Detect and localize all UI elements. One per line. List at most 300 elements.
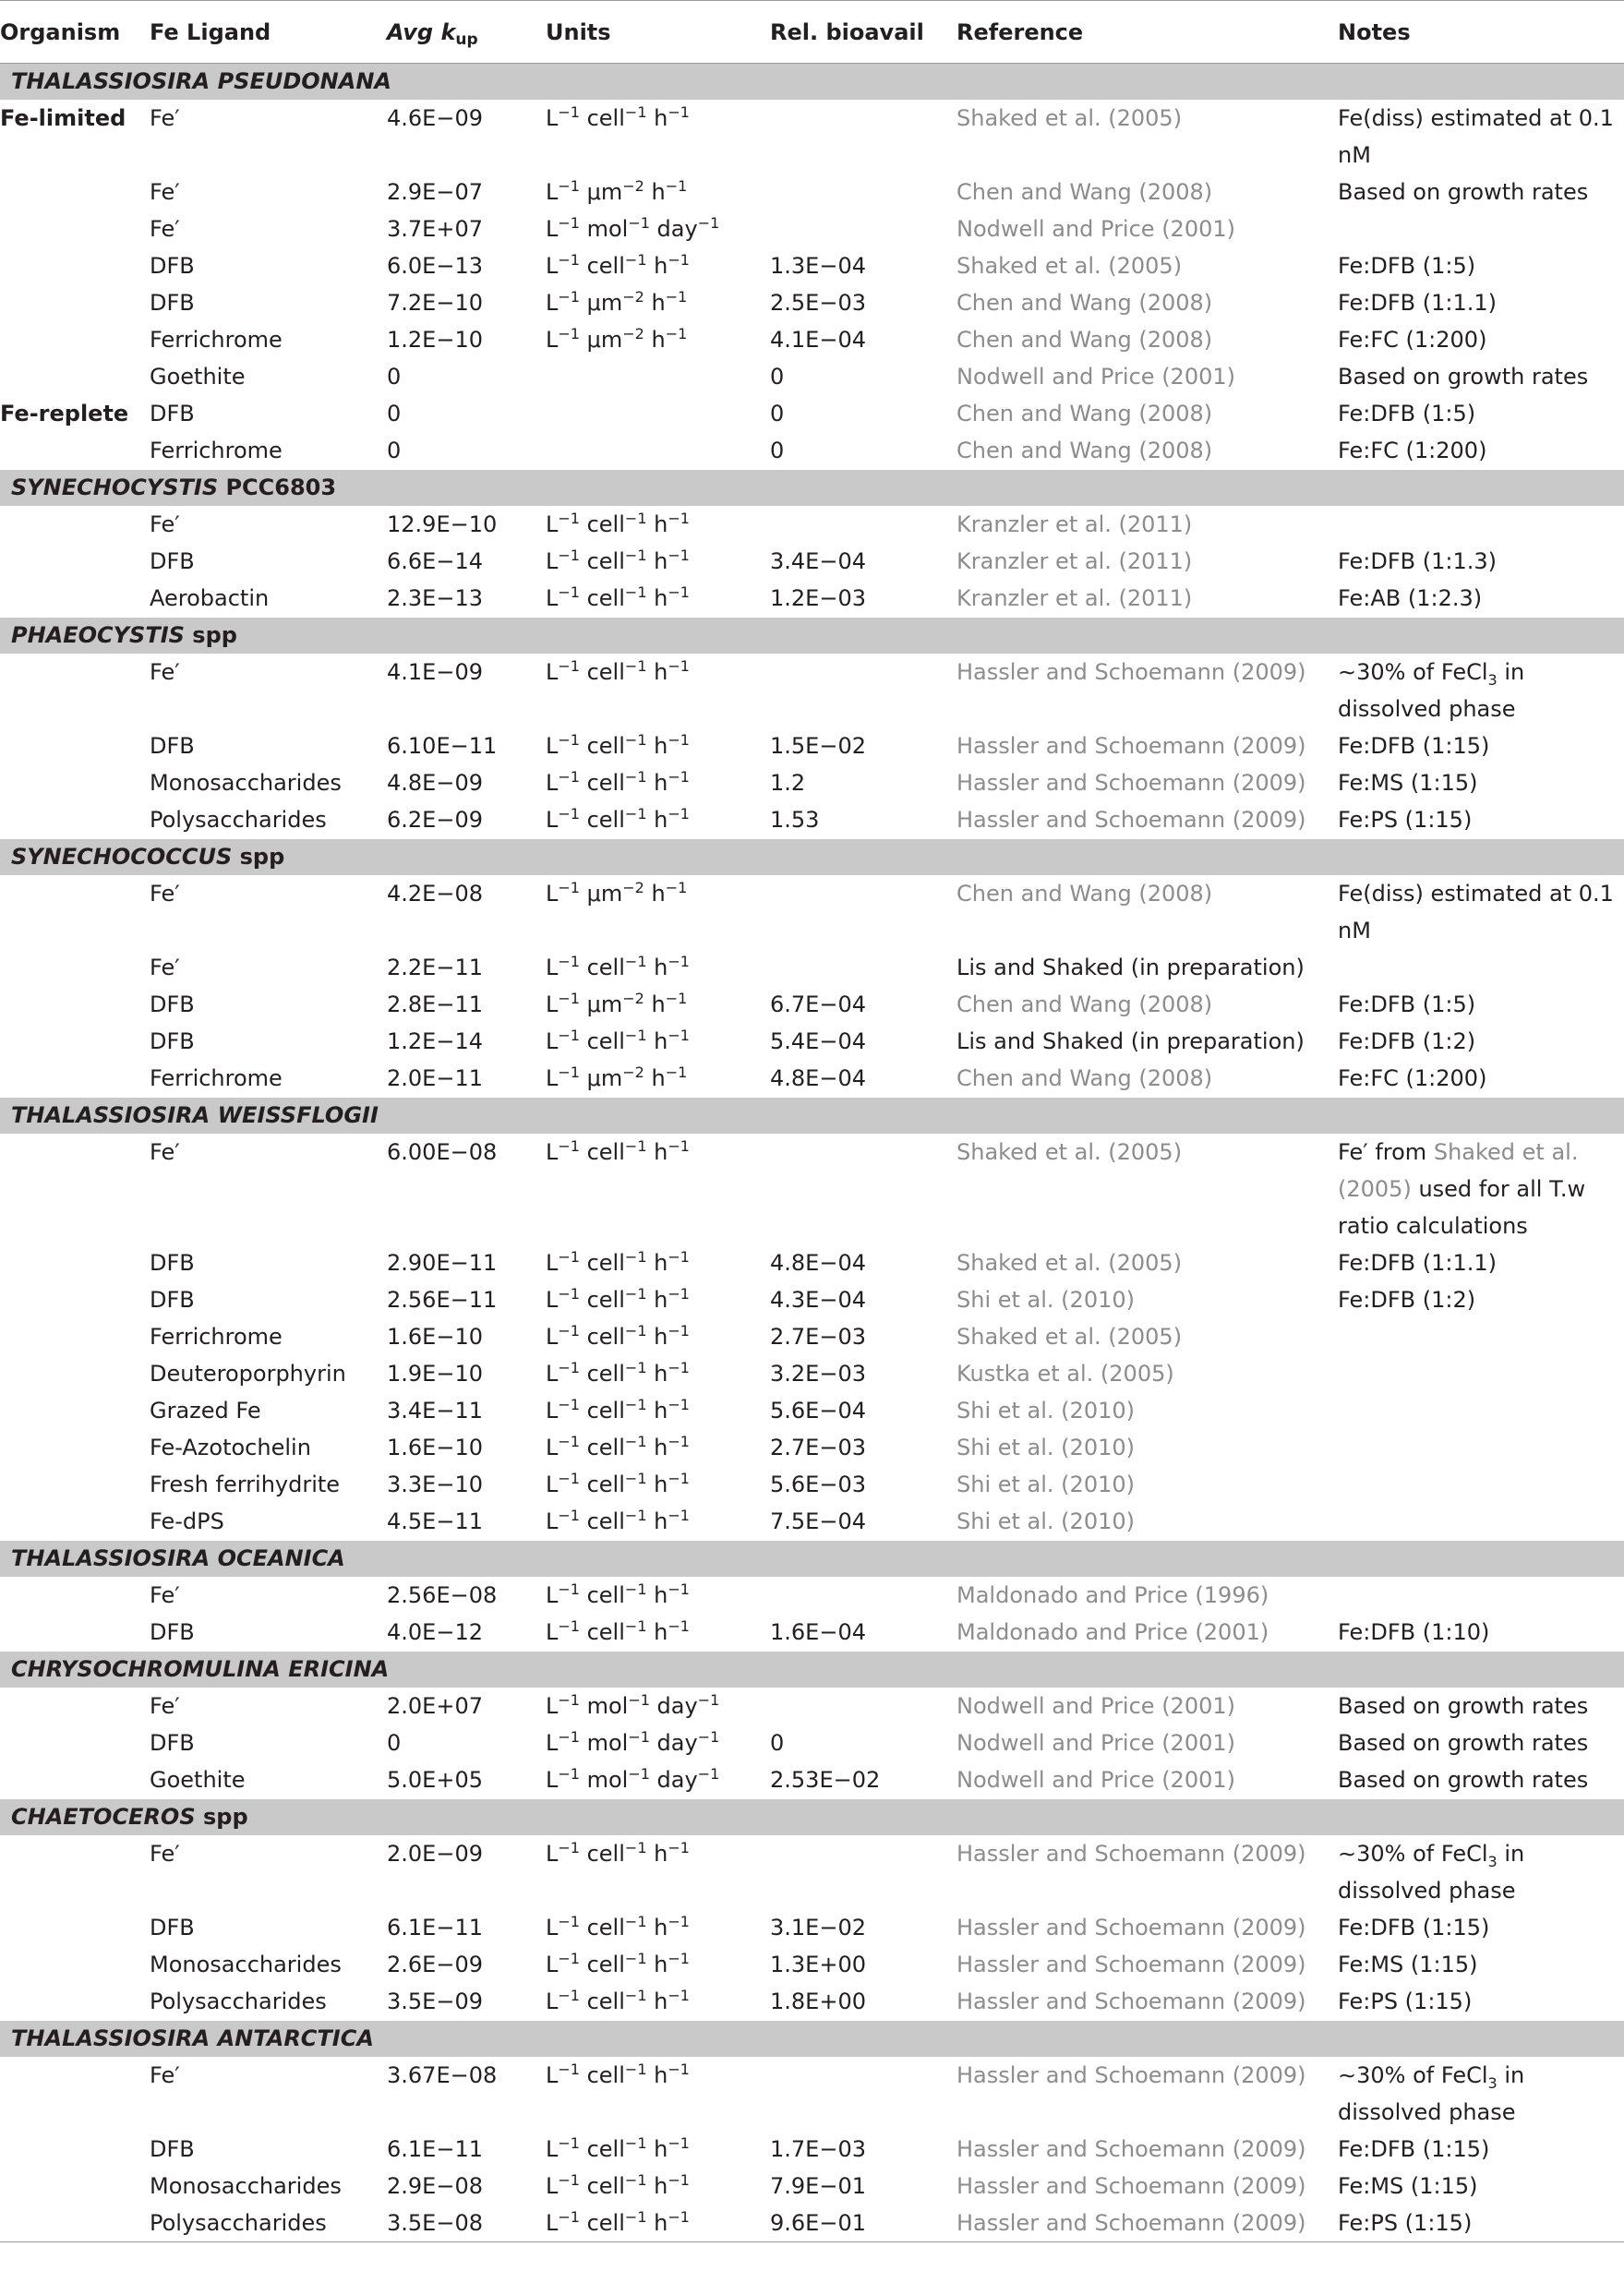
iron-condition (0, 2057, 150, 2131)
iron-condition (0, 727, 150, 764)
organism-name-text: THALASSIOSIRA WEISSFLOGII (11, 1102, 379, 1128)
notes (1338, 1392, 1624, 1429)
reference: Hassler and Schoemann (2009) (956, 2136, 1306, 2162)
rel-bioavail: 3.2E−03 (770, 1361, 866, 1387)
avg-kup: 3.5E−08 (387, 2205, 546, 2242)
fe-ligand: Goethite (150, 1767, 246, 1793)
avg-kup: 6.1E−11 (387, 2136, 483, 2162)
iron-condition (0, 580, 150, 618)
avg-kup: 1.6E−10 (387, 1324, 483, 1350)
fe-ligand: DFB (150, 1287, 195, 1313)
avg-kup: 6.00E−08 (387, 1139, 498, 1165)
table-row (0, 654, 1624, 727)
notes: Fe(diss) estimated at 0.1 nM (1338, 105, 1614, 168)
avg-kup: 4.2E−08 (387, 881, 483, 907)
fe-ligand: Ferrichrome (150, 1065, 283, 1091)
organism-name (0, 1799, 1624, 1836)
organism-name (0, 64, 1624, 101)
reference: Kustka et al. (2005) (956, 1361, 1174, 1387)
rel-bioavail (770, 174, 956, 210)
reference: Shaked et al. (2005) (956, 253, 1183, 279)
fe-ligand: DFB (150, 1730, 195, 1756)
rel-bioavail: 1.8E+00 (770, 1989, 866, 2014)
fe-ligand: Fe′ (150, 955, 180, 980)
table-row (0, 1060, 1624, 1098)
notes: Fe:DFB (1:2) (1338, 1028, 1476, 1054)
avg-kup: 4.1E−09 (387, 659, 483, 685)
table-row (0, 727, 1624, 764)
iron-condition (0, 1688, 150, 1724)
reference: Lis and Shaked (in preparation) (956, 955, 1305, 980)
rel-bioavail (770, 1688, 956, 1724)
organism-name-suffix: spp (195, 1804, 248, 1830)
units: $L^{-1}$ cell$^{-1}$ $h^{-1}$ (546, 103, 690, 131)
units: $L^{-1}$ cell$^{-1}$ $h^{-1}$ (546, 1839, 690, 1867)
iron-condition (0, 1429, 150, 1466)
units: $L^{-1}$ cell$^{-1}$ $h^{-1}$ (546, 1987, 690, 2014)
avg-kup: 6.6E−14 (387, 548, 483, 574)
fe-ligand: Fe′ (150, 105, 180, 131)
units: $L^{-1}$ cell$^{-1}$ $h^{-1}$ (546, 1359, 690, 1387)
table-row (0, 321, 1624, 358)
rel-bioavail: 7.5E−04 (770, 1508, 866, 1534)
fe-ligand: Fe′ (150, 1693, 180, 1719)
rel-bioavail: 1.2E−03 (770, 585, 866, 611)
reference: Shi et al. (2010) (956, 1508, 1135, 1534)
fe-ligand: Fe′ (150, 2062, 180, 2088)
avg-kup: 3.5E−09 (387, 1989, 483, 2014)
avg-kup: 6.2E−09 (387, 807, 483, 833)
organism-name-suffix: PCC6803 (218, 475, 337, 500)
table-row (0, 1503, 1624, 1541)
table-row (0, 580, 1624, 618)
organism-name-text: CHRYSOCHROMULINA ERICINA (11, 1656, 390, 1682)
fe-ligand: DFB (150, 733, 195, 759)
avg-kup: 0 (387, 1730, 402, 1756)
fe-ligand: Fe′ (150, 659, 180, 685)
units: $L^{-1}$ cell$^{-1}$ $h^{-1}$ (546, 1027, 690, 1054)
fe-ligand: DFB (150, 548, 195, 574)
header-organism: Organism (0, 1, 150, 64)
rel-bioavail: 0 (770, 364, 785, 390)
iron-condition (0, 1946, 150, 1983)
notes: Fe:AB (1:2.3) (1338, 585, 1483, 611)
reference: Chen and Wang (2008) (956, 401, 1213, 427)
reference: Shaked et al. (2005) (956, 1324, 1183, 1350)
iron-condition (0, 654, 150, 727)
table-row (0, 284, 1624, 321)
iron-condition (0, 210, 150, 247)
avg-kup: 3.3E−10 (387, 1472, 483, 1497)
avg-kup: 0 (387, 438, 402, 463)
notes: ∼30% of FeCl$_3$ in dissolved phase (1338, 1841, 1525, 1904)
reference: Hassler and Schoemann (2009) (956, 2173, 1306, 2199)
units: $L^{-1}$ cell$^{-1}$ $h^{-1}$ (546, 583, 690, 611)
table-row (0, 247, 1624, 284)
reference: Nodwell and Price (2001) (956, 364, 1235, 390)
notes: Fe:MS (1:15) (1338, 2173, 1478, 2199)
fe-ligand: DFB (150, 1915, 195, 1941)
units: $L^{-1}$ cell$^{-1}$ $h^{-1}$ (546, 768, 690, 796)
fe-ligand: Monosaccharides (150, 2173, 342, 2199)
units: $L^{-1}$ cell$^{-1}$ $h^{-1}$ (546, 251, 690, 279)
table-body (0, 64, 1624, 2242)
notes (1338, 949, 1624, 986)
fe-ligand: Fresh ferrihydrite (150, 1472, 341, 1497)
units: $L^{-1}$ $\mu m^{-2}$ $h^{-1}$ (546, 325, 688, 353)
iron-condition (0, 543, 150, 580)
reference: Shaked et al. (2005) (956, 1139, 1183, 1165)
table-row (0, 358, 1624, 395)
iron-condition (0, 1244, 150, 1281)
organism-name (0, 618, 1624, 655)
rel-bioavail (770, 210, 956, 247)
notes: Fe:MS (1:15) (1338, 1952, 1478, 1977)
units: $L^{-1}$ cell$^{-1}$ $h^{-1}$ (546, 805, 690, 833)
units: $L^{-1}$ cell$^{-1}$ $h^{-1}$ (546, 2061, 690, 2088)
iron-condition: Fe-replete (0, 401, 129, 427)
table-row (0, 395, 1624, 432)
rel-bioavail: 4.8E−04 (770, 1250, 866, 1276)
fe-ligand: DFB (150, 253, 195, 279)
iron-condition (0, 986, 150, 1023)
reference: Chen and Wang (2008) (956, 179, 1213, 205)
notes (1338, 1318, 1624, 1355)
iron-condition (0, 321, 150, 358)
notes: Fe:MS (1:15) (1338, 770, 1478, 796)
fe-ligand: DFB (150, 1028, 195, 1054)
iron-condition (0, 1835, 150, 1909)
rel-bioavail: 1.3E+00 (770, 1952, 866, 1977)
notes (1338, 1355, 1624, 1392)
avg-kup: 1.9E−10 (387, 1361, 483, 1387)
reference: Shi et al. (2010) (956, 1287, 1135, 1313)
table-row (0, 1318, 1624, 1355)
header-avg-kup (387, 1, 546, 64)
notes: Based on growth rates (1338, 1730, 1589, 1756)
rel-bioavail: 3.4E−04 (770, 548, 866, 574)
fe-ligand: Deuteroporphyrin (150, 1361, 346, 1387)
table-row (0, 2057, 1624, 2131)
notes: Fe:DFB (1:15) (1338, 1915, 1490, 1941)
reference: Hassler and Schoemann (2009) (956, 1915, 1306, 1941)
units: $L^{-1}$ cell$^{-1}$ $h^{-1}$ (546, 1396, 690, 1424)
notes: Fe:DFB (1:1.3) (1338, 548, 1497, 574)
header-notes: Notes (1338, 1, 1624, 64)
units (546, 395, 770, 432)
units: $L^{-1}$ mol$^{-1}$ day$^{-1}$ (546, 214, 720, 242)
organism-name-suffix: spp (232, 844, 285, 870)
organism-name-text: THALASSIOSIRA OCEANICA (11, 1545, 345, 1571)
iron-condition (0, 1134, 150, 1244)
iron-condition (0, 1761, 150, 1799)
units: $L^{-1}$ cell$^{-1}$ $h^{-1}$ (546, 731, 690, 759)
fe-ligand: DFB (150, 1619, 195, 1645)
rel-bioavail: 2.53E−02 (770, 1767, 881, 1793)
avg-kup: 1.6E−10 (387, 1435, 483, 1460)
iron-condition (0, 1023, 150, 1060)
rel-bioavail: 2.5E−03 (770, 290, 866, 316)
reference: Hassler and Schoemann (2009) (956, 2062, 1306, 2088)
avg-kup: 1.2E−14 (387, 1028, 483, 1054)
units: $L^{-1}$ cell$^{-1}$ $h^{-1}$ (546, 1248, 690, 1276)
notes: Fe:FC (1:200) (1338, 1065, 1487, 1091)
fe-ligand: Polysaccharides (150, 1989, 327, 2014)
table-row (0, 1355, 1624, 1392)
table-row (0, 2168, 1624, 2205)
fe-ligand: Fe-Azotochelin (150, 1435, 311, 1460)
units: $L^{-1}$ cell$^{-1}$ $h^{-1}$ (546, 2171, 690, 2199)
notes: Fe:FC (1:200) (1338, 327, 1487, 353)
table-row (0, 210, 1624, 247)
avg-kup: 7.2E−10 (387, 290, 483, 316)
notes (1338, 210, 1624, 247)
fe-ligand: Fe′ (150, 1582, 180, 1608)
avg-kup: 2.0E−09 (387, 1841, 483, 1867)
reference: Hassler and Schoemann (2009) (956, 1989, 1306, 2014)
reference: Nodwell and Price (2001) (956, 1730, 1235, 1756)
notes: Fe:PS (1:15) (1338, 1989, 1473, 2014)
organism-name-text: SYNECHOCOCCUS (11, 844, 233, 870)
table-row (0, 1909, 1624, 1946)
iron-condition (0, 174, 150, 210)
table-row (0, 2205, 1624, 2242)
avg-kup: 2.0E−11 (387, 1065, 483, 1091)
avg-kup: 0 (387, 364, 402, 390)
avg-kup: 6.1E−11 (387, 1915, 483, 1941)
reference: Chen and Wang (2008) (956, 327, 1213, 353)
reference: Shaked et al. (2005) (956, 1250, 1183, 1276)
avg-kup: 2.3E−13 (387, 585, 483, 611)
notes (1338, 1466, 1624, 1503)
units: $L^{-1}$ cell$^{-1}$ $h^{-1}$ (546, 2134, 690, 2162)
fe-ligand: Ferrichrome (150, 327, 283, 353)
reference: Kranzler et al. (2011) (956, 585, 1193, 611)
organism-name-text: PHAEOCYSTIS (11, 622, 185, 648)
table-row (0, 1983, 1624, 2021)
rel-bioavail (770, 2057, 956, 2131)
avg-kup: 2.8E−11 (387, 991, 483, 1017)
reference: Chen and Wang (2008) (956, 881, 1213, 907)
organism-name (0, 470, 1624, 507)
organism-group-row (0, 64, 1624, 101)
notes: ∼30% of FeCl$_3$ in dissolved phase (1338, 2062, 1525, 2125)
reference: Hassler and Schoemann (2009) (956, 1841, 1306, 1867)
units: $L^{-1}$ $\mu m^{-2}$ $h^{-1}$ (546, 990, 688, 1017)
units: $L^{-1}$ $\mu m^{-2}$ $h^{-1}$ (546, 177, 688, 205)
table-row (0, 432, 1624, 470)
reference: Maldonado and Price (1996) (956, 1582, 1269, 1608)
iron-condition (0, 2168, 150, 2205)
units: $L^{-1}$ cell$^{-1}$ $h^{-1}$ (546, 510, 690, 537)
table-row (0, 543, 1624, 580)
reference: Hassler and Schoemann (2009) (956, 807, 1306, 833)
notes-reference: Shaked et al. (2005) (1338, 1139, 1579, 1202)
avg-kup: 2.2E−11 (387, 955, 483, 980)
units: $L^{-1}$ mol$^{-1}$ day$^{-1}$ (546, 1765, 720, 1793)
table-row (0, 1724, 1624, 1761)
table-row (0, 986, 1624, 1023)
avg-kup: 6.10E−11 (387, 733, 498, 759)
organism-group-row (0, 2021, 1624, 2058)
table-row (0, 100, 1624, 174)
organism-name (0, 1098, 1624, 1135)
notes: Fe:DFB (1:5) (1338, 253, 1476, 279)
iron-condition (0, 1318, 150, 1355)
fe-ligand: Ferrichrome (150, 1324, 283, 1350)
reference: Shi et al. (2010) (956, 1472, 1135, 1497)
reference: Chen and Wang (2008) (956, 438, 1213, 463)
notes (1338, 1577, 1624, 1614)
table-row (0, 875, 1624, 949)
fe-ligand: DFB (150, 2136, 195, 2162)
units: $L^{-1}$ cell$^{-1}$ $h^{-1}$ (546, 1617, 690, 1645)
notes: Fe′ from Shaked et al. (2005) used for all T.w ratio calculations (1338, 1139, 1586, 1239)
notes: Fe:DFB (1:1.1) (1338, 1250, 1497, 1276)
organism-name (0, 839, 1624, 876)
rel-bioavail (770, 1577, 956, 1614)
rel-bioavail: 4.3E−04 (770, 1287, 866, 1313)
iron-condition (0, 1060, 150, 1098)
table-row (0, 1244, 1624, 1281)
avg-kup: 12.9E−10 (387, 511, 498, 537)
rel-bioavail: 1.3E−04 (770, 253, 866, 279)
iron-condition (0, 1281, 150, 1318)
rel-bioavail (770, 949, 956, 986)
rel-bioavail: 5.4E−04 (770, 1028, 866, 1054)
header-units: Units (546, 1, 770, 64)
table-row (0, 801, 1624, 839)
organism-group-row (0, 1652, 1624, 1688)
units: $L^{-1}$ cell$^{-1}$ $h^{-1}$ (546, 1580, 690, 1608)
units: $L^{-1}$ cell$^{-1}$ $h^{-1}$ (546, 657, 690, 685)
reference: Nodwell and Price (2001) (956, 216, 1235, 242)
iron-condition (0, 506, 150, 543)
notes (1338, 1429, 1624, 1466)
iron-condition: Fe-limited (0, 105, 126, 131)
iron-condition (0, 1983, 150, 2021)
reference: Nodwell and Price (2001) (956, 1767, 1235, 1793)
organism-name (0, 2021, 1624, 2058)
table-row (0, 1577, 1624, 1614)
iron-condition (0, 949, 150, 986)
rel-bioavail: 4.1E−04 (770, 327, 866, 353)
iron-condition (0, 432, 150, 470)
table-row (0, 764, 1624, 801)
reference: Shaked et al. (2005) (956, 105, 1183, 131)
fe-ligand: Polysaccharides (150, 2205, 387, 2242)
rel-bioavail: 0 (770, 1730, 785, 1756)
fe-ligand: Fe-dPS (150, 1508, 224, 1534)
iron-condition (0, 875, 150, 949)
rel-bioavail (770, 1835, 956, 1909)
reference: Shi et al. (2010) (956, 1435, 1135, 1460)
reference: Chen and Wang (2008) (956, 290, 1213, 316)
organism-name (0, 1652, 1624, 1688)
avg-kup: 6.0E−13 (387, 253, 483, 279)
iron-condition (0, 358, 150, 395)
notes: Fe:DFB (1:10) (1338, 1619, 1490, 1645)
notes: Fe:DFB (1:15) (1338, 733, 1490, 759)
units: $L^{-1}$ cell$^{-1}$ $h^{-1}$ (546, 2205, 770, 2242)
fe-ligand: Monosaccharides (150, 770, 342, 796)
fe-ligand: Monosaccharides (150, 1952, 342, 1977)
organism-group-row (0, 618, 1624, 655)
organism-name-text: THALASSIOSIRA PSEUDONANA (11, 68, 391, 94)
rel-bioavail (770, 506, 956, 543)
units: $L^{-1}$ cell$^{-1}$ $h^{-1}$ (546, 1470, 690, 1497)
reference: Hassler and Schoemann (2009) (956, 770, 1306, 796)
reference: Shi et al. (2010) (956, 1398, 1135, 1424)
avg-kup: 3.4E−11 (387, 1398, 483, 1424)
reference: Chen and Wang (2008) (956, 991, 1213, 1017)
fe-ligand: DFB (150, 991, 195, 1017)
notes (1338, 1503, 1624, 1541)
rel-bioavail: 6.7E−04 (770, 991, 866, 1017)
units: $L^{-1}$ cell$^{-1}$ $h^{-1}$ (546, 1913, 690, 1941)
reference: Chen and Wang (2008) (956, 1065, 1213, 1091)
reference: Hassler and Schoemann (2009) (956, 733, 1306, 759)
rel-bioavail: 5.6E−04 (770, 1398, 866, 1424)
organism-name-text: THALASSIOSIRA ANTARCTICA (11, 2025, 374, 2051)
avg-kup: 2.56E−08 (387, 1582, 498, 1608)
rel-bioavail (770, 100, 956, 174)
avg-kup: 3.67E−08 (387, 2062, 498, 2088)
rel-bioavail: 0 (770, 401, 785, 427)
fe-ligand: Fe′ (150, 511, 180, 537)
reference: Maldonado and Price (2001) (956, 1619, 1269, 1645)
rel-bioavail: 3.1E−02 (770, 1915, 866, 1941)
notes: Fe:PS (1:15) (1338, 2205, 1624, 2242)
fe-ligand: Fe′ (150, 881, 180, 907)
units: $L^{-1}$ $\mu m^{-2}$ $h^{-1}$ (546, 879, 688, 907)
iron-condition (0, 1392, 150, 1429)
units: $L^{-1}$ cell$^{-1}$ $h^{-1}$ (546, 547, 690, 574)
table-row (0, 1281, 1624, 1318)
organism-name-text: SYNECHOCYSTIS (11, 475, 219, 500)
notes: Fe:DFB (1:15) (1338, 2136, 1490, 2162)
rel-bioavail: 1.6E−04 (770, 1619, 866, 1645)
units: $L^{-1}$ cell$^{-1}$ $h^{-1}$ (546, 953, 690, 980)
notes: Fe:DFB (1:5) (1338, 401, 1476, 427)
units: $L^{-1}$ mol$^{-1}$ day$^{-1}$ (546, 1691, 720, 1719)
rel-bioavail (770, 654, 956, 727)
fe-ligand: DFB (150, 401, 195, 427)
units: $L^{-1}$ $\mu m^{-2}$ $h^{-1}$ (546, 288, 688, 316)
table-row (0, 1688, 1624, 1724)
notes: Fe:FC (1:200) (1338, 438, 1487, 463)
organism-group-row (0, 839, 1624, 876)
avg-kup: 4.6E−09 (387, 105, 483, 131)
notes: Fe:DFB (1:2) (1338, 1287, 1476, 1313)
units: $L^{-1}$ cell$^{-1}$ $h^{-1}$ (546, 1322, 690, 1350)
units (546, 358, 770, 395)
notes: Fe(diss) estimated at 0.1 nM (1338, 881, 1614, 943)
iron-condition (0, 247, 150, 284)
units: $L^{-1}$ mol$^{-1}$ day$^{-1}$ (546, 1728, 720, 1756)
header-fe-ligand: Fe Ligand (150, 1, 387, 64)
iron-condition (0, 1466, 150, 1503)
notes: Fe:DFB (1:1.1) (1338, 290, 1497, 316)
avg-kup: 2.9E−07 (387, 179, 483, 205)
rel-bioavail: 1.2 (770, 770, 806, 796)
table-row (0, 174, 1624, 210)
fe-ligand: Fe′ (150, 179, 180, 205)
iron-condition (0, 284, 150, 321)
table-row (0, 506, 1624, 543)
organism-name-suffix: spp (184, 622, 237, 648)
header-row (0, 1, 1624, 64)
